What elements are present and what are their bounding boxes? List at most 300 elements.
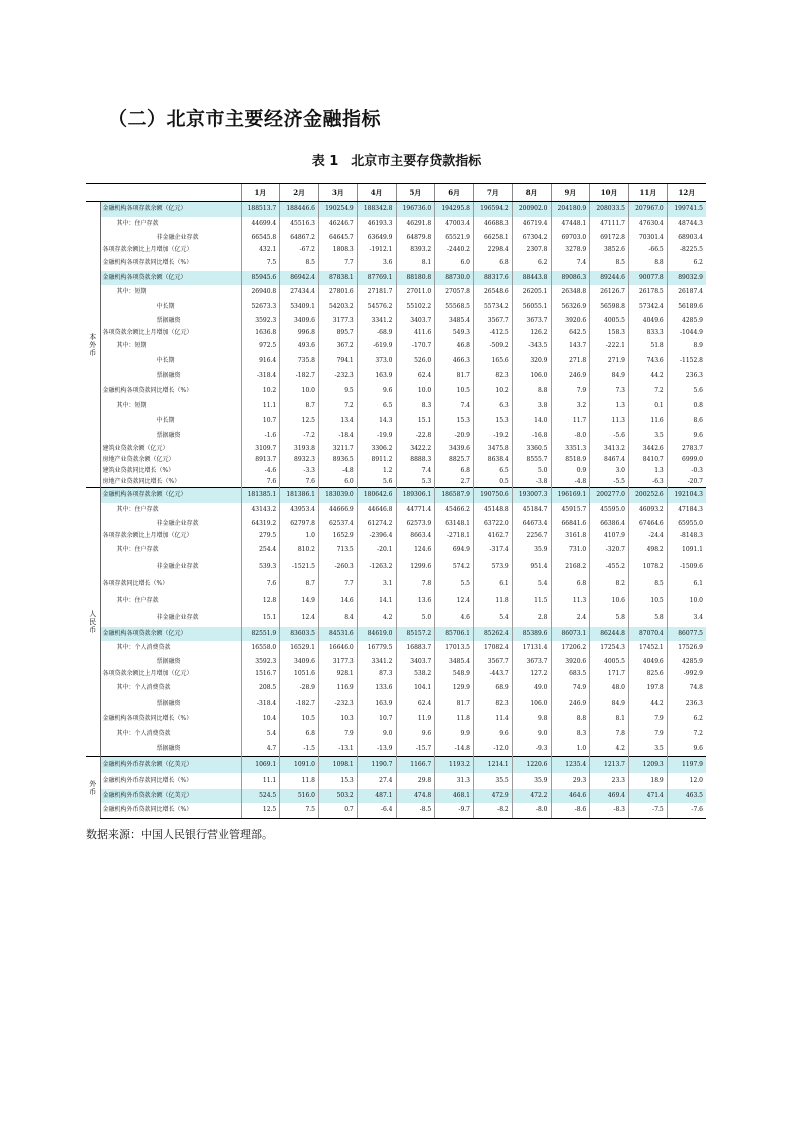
value-cell: -22.8 <box>396 429 435 444</box>
value-cell: 6.5 <box>357 399 396 414</box>
value-cell: -8148.3 <box>667 531 706 542</box>
value-cell: 1.2 <box>357 466 396 477</box>
table-row <box>86 542 706 559</box>
value-cell: 74.8 <box>667 680 706 697</box>
value-cell: 84619.0 <box>357 627 396 641</box>
value-cell: 180642.6 <box>357 488 396 503</box>
value-cell: 8.3 <box>396 399 435 414</box>
value-cell: 16883.7 <box>396 641 435 656</box>
value-cell: 3211.7 <box>319 444 358 455</box>
value-cell: 66545.8 <box>241 232 280 245</box>
value-cell: 1.0 <box>280 531 319 542</box>
table-row <box>86 697 706 712</box>
value-cell: 6.8 <box>474 256 513 271</box>
value-cell: 29.8 <box>396 773 435 789</box>
value-cell: 17082.4 <box>474 641 513 656</box>
value-cell: -1263.2 <box>357 559 396 576</box>
value-cell: 373.0 <box>357 354 396 369</box>
value-cell: 16558.0 <box>241 641 280 656</box>
value-cell: -3.8 <box>512 477 551 488</box>
row-label: 非金融企业存款 <box>100 610 241 627</box>
table-row <box>86 444 706 455</box>
table-row <box>86 232 706 245</box>
value-cell: 810.2 <box>280 542 319 559</box>
value-cell: 469.4 <box>590 789 629 803</box>
value-cell: -170.7 <box>396 339 435 354</box>
row-label: 中长期 <box>100 414 241 429</box>
value-cell: 85262.4 <box>474 627 513 641</box>
value-cell: 12.0 <box>667 773 706 789</box>
value-cell: 4.6 <box>435 610 474 627</box>
month-header: 10月 <box>590 184 629 202</box>
value-cell: 7.3 <box>590 384 629 399</box>
row-label: 金融机构各项贷款余额（亿元） <box>100 627 241 641</box>
value-cell: 3920.6 <box>551 656 590 669</box>
value-cell: 45466.2 <box>435 503 474 518</box>
table-row <box>86 727 706 742</box>
table-row <box>86 455 706 466</box>
indicator-table <box>86 183 706 819</box>
value-cell: 3485.4 <box>435 315 474 328</box>
row-label: 房地产业贷款余额（亿元） <box>100 455 241 466</box>
value-cell: 4005.5 <box>590 315 629 328</box>
value-cell: 271.8 <box>551 354 590 369</box>
value-cell: 11.8 <box>280 773 319 789</box>
value-cell: 84.9 <box>590 697 629 712</box>
value-cell: 188446.6 <box>280 202 319 217</box>
value-cell: 69703.0 <box>551 232 590 245</box>
value-cell: 1051.6 <box>280 669 319 680</box>
value-cell: 27801.6 <box>319 285 358 300</box>
value-cell: 10.5 <box>435 384 474 399</box>
value-cell: 1235.4 <box>551 757 590 773</box>
table-row <box>86 369 706 384</box>
row-label: 金融机构各项贷款余额（亿元） <box>100 271 241 285</box>
value-cell: 3422.2 <box>396 444 435 455</box>
month-header: 3月 <box>319 184 358 202</box>
value-cell: 3360.5 <box>512 444 551 455</box>
value-cell: -4.8 <box>319 466 358 477</box>
value-cell: 3409.6 <box>280 656 319 669</box>
value-cell: 503.2 <box>319 789 358 803</box>
value-cell: 1.3 <box>629 466 668 477</box>
value-cell: -343.5 <box>512 339 551 354</box>
value-cell: 3403.7 <box>396 315 435 328</box>
value-cell: 1299.6 <box>396 559 435 576</box>
value-cell: 1091.0 <box>280 757 319 773</box>
value-cell: -8.3 <box>590 803 629 819</box>
value-cell: 1078.2 <box>629 559 668 576</box>
value-cell: -232.3 <box>319 369 358 384</box>
value-cell: 106.0 <box>512 369 551 384</box>
value-cell: 7.6 <box>241 576 280 593</box>
value-cell: 84531.6 <box>319 627 358 641</box>
value-cell: 186587.9 <box>435 488 474 503</box>
row-label: 金融机构外币贷款同比增长（%） <box>100 803 241 819</box>
value-cell: 189306.1 <box>396 488 435 503</box>
value-cell: 12.5 <box>241 803 280 819</box>
value-cell: 3.6 <box>357 256 396 271</box>
value-cell: -7.2 <box>280 429 319 444</box>
value-cell: -16.8 <box>512 429 551 444</box>
value-cell: 3852.6 <box>590 245 629 256</box>
value-cell: 200277.0 <box>590 488 629 503</box>
value-cell: 62573.9 <box>396 518 435 531</box>
value-cell: 1516.7 <box>241 669 280 680</box>
row-label: 其中：住户存款 <box>100 217 241 232</box>
value-cell: 1213.7 <box>590 757 629 773</box>
value-cell: 86073.1 <box>551 627 590 641</box>
value-cell: 731.0 <box>551 542 590 559</box>
row-label: 中长期 <box>100 354 241 369</box>
value-cell: 89032.9 <box>667 271 706 285</box>
value-cell: 3413.2 <box>590 444 629 455</box>
value-cell: 46193.3 <box>357 217 396 232</box>
value-cell: -1152.8 <box>667 354 706 369</box>
value-cell: 163.9 <box>357 369 396 384</box>
value-cell: -24.4 <box>629 531 668 542</box>
value-cell: 8913.7 <box>241 455 280 466</box>
table-row <box>86 789 706 803</box>
value-cell: 16779.5 <box>357 641 396 656</box>
value-cell: 44699.4 <box>241 217 280 232</box>
value-cell: 47111.7 <box>590 217 629 232</box>
table-row <box>86 610 706 627</box>
row-label: 各项存款余额比上月增加（亿元） <box>100 245 241 256</box>
value-cell: -1.5 <box>280 742 319 757</box>
value-cell: 8518.9 <box>551 455 590 466</box>
value-cell: 6.2 <box>667 256 706 271</box>
header-blank-cell <box>86 184 241 202</box>
value-cell: 26178.5 <box>629 285 668 300</box>
value-cell: 1190.7 <box>357 757 396 773</box>
value-cell: 47448.1 <box>551 217 590 232</box>
value-cell: 62.4 <box>396 369 435 384</box>
value-cell: 10.5 <box>280 712 319 727</box>
value-cell: 18.9 <box>629 773 668 789</box>
row-label: 票据融资 <box>100 429 241 444</box>
value-cell: 11.1 <box>241 773 280 789</box>
value-cell: 85706.1 <box>435 627 474 641</box>
table-row <box>86 328 706 339</box>
value-cell: 951.4 <box>512 559 551 576</box>
value-cell: 193007.3 <box>512 488 551 503</box>
value-cell: 7.2 <box>319 399 358 414</box>
value-cell: 10.7 <box>357 712 396 727</box>
value-cell: 5.0 <box>512 466 551 477</box>
value-cell: 11.8 <box>435 712 474 727</box>
value-cell: -509.2 <box>474 339 513 354</box>
value-cell: 44.2 <box>629 697 668 712</box>
value-cell: -8.5 <box>396 803 435 819</box>
month-header: 8月 <box>512 184 551 202</box>
value-cell: 89086.3 <box>551 271 590 285</box>
value-cell: 10.4 <box>241 712 280 727</box>
table-row <box>86 315 706 328</box>
value-cell: 4285.9 <box>667 315 706 328</box>
value-cell: 0.1 <box>629 399 668 414</box>
value-cell: 4.7 <box>241 742 280 757</box>
value-cell: 468.1 <box>435 789 474 803</box>
value-cell: 190750.6 <box>474 488 513 503</box>
value-cell: 471.4 <box>629 789 668 803</box>
value-cell: 85157.2 <box>396 627 435 641</box>
value-cell: 64879.8 <box>396 232 435 245</box>
value-cell: 163.9 <box>357 697 396 712</box>
value-cell: 8888.3 <box>396 455 435 466</box>
value-cell: 9.0 <box>357 727 396 742</box>
value-cell: 7.5 <box>241 256 280 271</box>
value-cell: 4107.9 <box>590 531 629 542</box>
value-cell: 11.8 <box>474 593 513 610</box>
value-cell: 11.4 <box>474 712 513 727</box>
value-cell: 45184.7 <box>512 503 551 518</box>
value-cell: 53409.1 <box>280 300 319 315</box>
value-cell: 11.7 <box>551 414 590 429</box>
value-cell: 9.6 <box>357 384 396 399</box>
value-cell: 181386.1 <box>280 488 319 503</box>
value-cell: 6.8 <box>435 466 474 477</box>
value-cell: 35.9 <box>512 542 551 559</box>
value-cell: -4.6 <box>241 466 280 477</box>
value-cell: 5.3 <box>396 477 435 488</box>
value-cell: 9.6 <box>667 429 706 444</box>
value-cell: 5.8 <box>590 610 629 627</box>
table-row <box>86 680 706 697</box>
row-label: 各项存款余额比上月增加（亿元） <box>100 531 241 542</box>
value-cell: -232.3 <box>319 697 358 712</box>
value-cell: -1912.1 <box>357 245 396 256</box>
value-cell: 56598.8 <box>590 300 629 315</box>
value-cell: 683.5 <box>551 669 590 680</box>
value-cell: 3193.8 <box>280 444 319 455</box>
value-cell: 8555.7 <box>512 455 551 466</box>
row-label: 金融机构外币贷款余额（亿美元） <box>100 789 241 803</box>
value-cell: 548.9 <box>435 669 474 680</box>
value-cell: 4049.6 <box>629 315 668 328</box>
value-cell: 3.2 <box>551 399 590 414</box>
value-cell: 197.8 <box>629 680 668 697</box>
value-cell: -7.6 <box>667 803 706 819</box>
value-cell: 574.2 <box>435 559 474 576</box>
value-cell: 6.1 <box>667 576 706 593</box>
value-cell: 3567.7 <box>474 656 513 669</box>
month-header: 5月 <box>396 184 435 202</box>
value-cell: 12.5 <box>280 414 319 429</box>
value-cell: 8.8 <box>551 712 590 727</box>
value-cell: 11.3 <box>590 414 629 429</box>
value-cell: 0.8 <box>667 399 706 414</box>
value-cell: 46291.8 <box>396 217 435 232</box>
value-cell: 8.5 <box>629 576 668 593</box>
value-cell: 7.7 <box>319 576 358 593</box>
value-cell: -260.3 <box>319 559 358 576</box>
value-cell: 192104.3 <box>667 488 706 503</box>
value-cell: 735.8 <box>280 354 319 369</box>
value-cell: 2.4 <box>551 610 590 627</box>
value-cell: 2298.4 <box>474 245 513 256</box>
value-cell: 55734.2 <box>474 300 513 315</box>
value-cell: 48744.3 <box>667 217 706 232</box>
value-cell: 127.2 <box>512 669 551 680</box>
table-row <box>86 656 706 669</box>
currency-group-label: 人 民 币 <box>86 488 100 757</box>
value-cell: 472.9 <box>474 789 513 803</box>
value-cell: 49.0 <box>512 680 551 697</box>
value-cell: 54203.2 <box>319 300 358 315</box>
value-cell: -67.2 <box>280 245 319 256</box>
value-cell: -182.7 <box>280 697 319 712</box>
value-cell: 8467.4 <box>590 455 629 466</box>
value-cell: 516.0 <box>280 789 319 803</box>
value-cell: 3920.6 <box>551 315 590 328</box>
value-cell: 8.5 <box>280 256 319 271</box>
value-cell: -1521.5 <box>280 559 319 576</box>
table-row <box>86 712 706 727</box>
row-label: 票据融资 <box>100 697 241 712</box>
value-cell: 83603.5 <box>280 627 319 641</box>
value-cell: 27011.0 <box>396 285 435 300</box>
value-cell: 11.1 <box>241 399 280 414</box>
value-cell: 204180.9 <box>551 202 590 217</box>
table-row <box>86 641 706 656</box>
month-header: 4月 <box>357 184 396 202</box>
value-cell: 88443.8 <box>512 271 551 285</box>
value-cell: 10.0 <box>396 384 435 399</box>
value-cell: 17526.9 <box>667 641 706 656</box>
value-cell: 63649.9 <box>357 232 396 245</box>
value-cell: 3161.8 <box>551 531 590 542</box>
value-cell: 743.6 <box>629 354 668 369</box>
value-cell: 4005.5 <box>590 656 629 669</box>
value-cell: 66386.4 <box>590 518 629 531</box>
value-cell: 8663.4 <box>396 531 435 542</box>
value-cell: -455.2 <box>590 559 629 576</box>
value-cell: 573.9 <box>474 559 513 576</box>
value-cell: 11.5 <box>512 593 551 610</box>
value-cell: 5.0 <box>396 610 435 627</box>
value-cell: 15.1 <box>396 414 435 429</box>
value-cell: 3673.7 <box>512 656 551 669</box>
value-cell: 188342.8 <box>357 202 396 217</box>
row-label: 非金融企业存款 <box>100 559 241 576</box>
value-cell: 46688.3 <box>474 217 513 232</box>
table-row <box>86 757 706 773</box>
section-heading: （二）北京市主要经济金融指标 <box>108 108 382 130</box>
value-cell: -20.1 <box>357 542 396 559</box>
table-row <box>86 384 706 399</box>
value-cell: 86077.5 <box>667 627 706 641</box>
value-cell: 64645.7 <box>319 232 358 245</box>
row-label: 其中：住户存款 <box>100 503 241 518</box>
value-cell: 3673.7 <box>512 315 551 328</box>
value-cell: 7.7 <box>319 256 358 271</box>
value-cell: 2.7 <box>435 477 474 488</box>
value-cell: 88180.8 <box>396 271 435 285</box>
value-cell: 8393.2 <box>396 245 435 256</box>
value-cell: 46719.4 <box>512 217 551 232</box>
value-cell: 17206.2 <box>551 641 590 656</box>
value-cell: 2.8 <box>512 610 551 627</box>
row-label: 金融机构外币存款余额（亿美元） <box>100 757 241 773</box>
value-cell: 56326.9 <box>551 300 590 315</box>
month-header: 1月 <box>241 184 280 202</box>
value-cell: 55568.5 <box>435 300 474 315</box>
value-cell: 26205.1 <box>512 285 551 300</box>
value-cell: 13.4 <box>319 414 358 429</box>
value-cell: 549.3 <box>435 328 474 339</box>
value-cell: -412.5 <box>474 328 513 339</box>
row-label: 其中：短期 <box>100 285 241 300</box>
value-cell: 44.2 <box>629 369 668 384</box>
value-cell: -2718.1 <box>435 531 474 542</box>
row-label: 各项贷款余额比上月增加（亿元） <box>100 669 241 680</box>
value-cell: 5.4 <box>241 727 280 742</box>
value-cell: 188513.7 <box>241 202 280 217</box>
value-cell: 46093.2 <box>629 503 668 518</box>
value-cell: 87.3 <box>357 669 396 680</box>
value-cell: 66841.6 <box>551 518 590 531</box>
value-cell: 2783.7 <box>667 444 706 455</box>
value-cell: 713.5 <box>319 542 358 559</box>
row-label: 其中：住户存款 <box>100 593 241 610</box>
value-cell: 62.4 <box>396 697 435 712</box>
row-label: 金融机构各项存款余额（亿元） <box>100 488 241 503</box>
value-cell: -2440.2 <box>435 245 474 256</box>
value-cell: 35.9 <box>512 773 551 789</box>
table-row <box>86 803 706 819</box>
value-cell: 51.8 <box>629 339 668 354</box>
value-cell: 55102.2 <box>396 300 435 315</box>
value-cell: -20.7 <box>667 477 706 488</box>
value-cell: 6.0 <box>319 477 358 488</box>
value-cell: 825.6 <box>629 669 668 680</box>
row-label: 票据融资 <box>100 742 241 757</box>
value-cell: 8.3 <box>551 727 590 742</box>
table-row <box>86 429 706 444</box>
table-row <box>86 559 706 576</box>
row-label: 房地产业贷款同比增长（%） <box>100 477 241 488</box>
table-row <box>86 245 706 256</box>
value-cell: 1636.8 <box>241 328 280 339</box>
value-cell: 196169.1 <box>551 488 590 503</box>
value-cell: 3592.3 <box>241 315 280 328</box>
value-cell: 1214.1 <box>474 757 513 773</box>
value-cell: 3475.8 <box>474 444 513 455</box>
value-cell: 27434.4 <box>280 285 319 300</box>
value-cell: 64673.4 <box>512 518 551 531</box>
value-cell: 3.1 <box>357 576 396 593</box>
value-cell: 15.3 <box>319 773 358 789</box>
value-cell: 12.8 <box>241 593 280 610</box>
value-cell: -5.5 <box>590 477 629 488</box>
value-cell: 7.4 <box>435 399 474 414</box>
value-cell: -619.9 <box>357 339 396 354</box>
value-cell: 14.9 <box>280 593 319 610</box>
value-cell: 8932.3 <box>280 455 319 466</box>
value-cell: 44646.8 <box>357 503 396 518</box>
table-row <box>86 627 706 641</box>
value-cell: 14.1 <box>357 593 396 610</box>
value-cell: 3485.4 <box>435 656 474 669</box>
value-cell: 3.4 <box>667 610 706 627</box>
value-cell: 1652.9 <box>319 531 358 542</box>
value-cell: -66.5 <box>629 245 668 256</box>
value-cell: 9.6 <box>667 742 706 757</box>
value-cell: 3.8 <box>512 399 551 414</box>
value-cell: 3341.2 <box>357 656 396 669</box>
value-cell: 27.4 <box>357 773 396 789</box>
